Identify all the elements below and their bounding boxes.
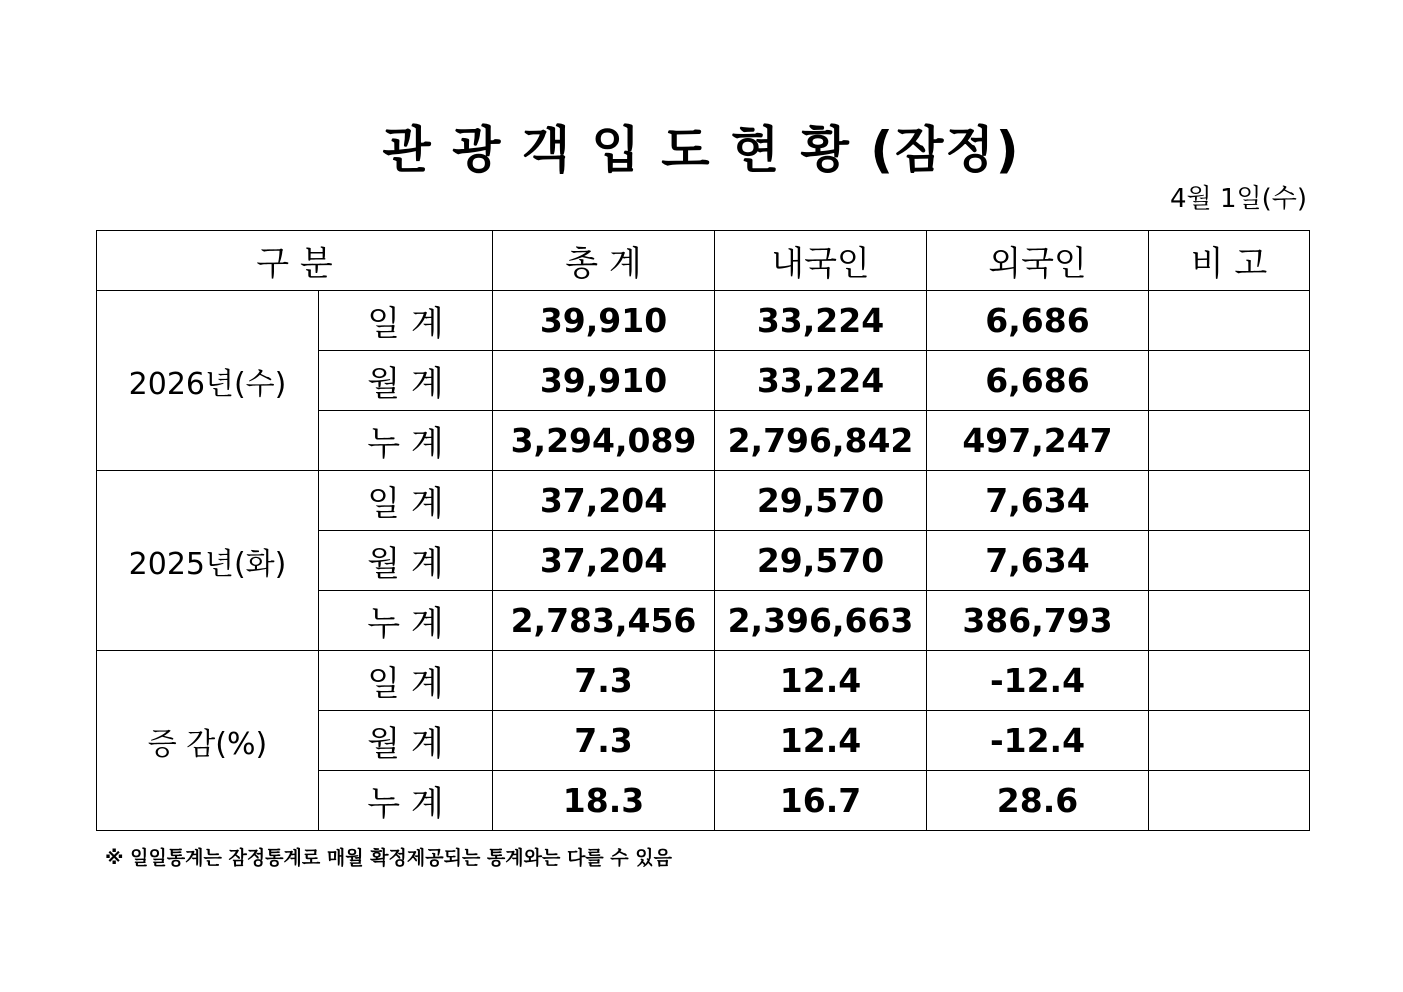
cell-domestic: 2,796,842 [715, 411, 927, 471]
cell-total: 37,204 [493, 471, 715, 531]
cell-remarks [1149, 351, 1310, 411]
cell-total: 39,910 [493, 351, 715, 411]
cell-foreign: 7,634 [927, 471, 1149, 531]
header-domestic: 내국인 [715, 231, 927, 291]
cell-remarks [1149, 291, 1310, 351]
row-label: 일 계 [319, 471, 493, 531]
row-label: 누 계 [319, 411, 493, 471]
row-label: 월 계 [319, 351, 493, 411]
row-label: 월 계 [319, 711, 493, 771]
cell-foreign: 28.6 [927, 771, 1149, 831]
cell-foreign: 6,686 [927, 291, 1149, 351]
group-label: 2025년(화) [97, 471, 319, 651]
group-label: 2026년(수) [97, 291, 319, 471]
cell-foreign: -12.4 [927, 711, 1149, 771]
row-label: 누 계 [319, 591, 493, 651]
header-remarks: 비 고 [1149, 231, 1310, 291]
table-row [97, 291, 1310, 351]
cell-total: 7.3 [493, 711, 715, 771]
cell-foreign: 6,686 [927, 351, 1149, 411]
cell-domestic: 12.4 [715, 651, 927, 711]
cell-domestic: 2,396,663 [715, 591, 927, 651]
page-title: 관 광 객 입 도 현 황 (잠정) [382, 121, 1021, 179]
cell-foreign: 497,247 [927, 411, 1149, 471]
row-label: 월 계 [319, 531, 493, 591]
cell-remarks [1149, 711, 1310, 771]
row-label: 일 계 [319, 291, 493, 351]
header-category: 구 분 [97, 231, 493, 291]
footnote: ※ 일일통계는 잠정통계로 매월 확정제공되는 통계와는 다를 수 있음 [105, 847, 672, 869]
cell-remarks [1149, 591, 1310, 651]
header-foreign: 외국인 [927, 231, 1149, 291]
cell-remarks [1149, 531, 1310, 591]
cell-total: 39,910 [493, 291, 715, 351]
cell-remarks [1149, 651, 1310, 711]
cell-foreign: 386,793 [927, 591, 1149, 651]
cell-total: 18.3 [493, 771, 715, 831]
row-label: 누 계 [319, 771, 493, 831]
cell-remarks [1149, 411, 1310, 471]
cell-domestic: 16.7 [715, 771, 927, 831]
table-header-row [97, 231, 1310, 291]
cell-domestic: 33,224 [715, 351, 927, 411]
cell-total: 2,783,456 [493, 591, 715, 651]
table-row [97, 651, 1310, 711]
report-date: 4월 1일(수) [1170, 184, 1307, 214]
cell-domestic: 33,224 [715, 291, 927, 351]
cell-domestic: 29,570 [715, 531, 927, 591]
row-label: 일 계 [319, 651, 493, 711]
header-total: 총 계 [493, 231, 715, 291]
cell-domestic: 29,570 [715, 471, 927, 531]
cell-remarks [1149, 771, 1310, 831]
cell-total: 7.3 [493, 651, 715, 711]
cell-total: 3,294,089 [493, 411, 715, 471]
cell-domestic: 12.4 [715, 711, 927, 771]
visitor-stats-table [96, 230, 1310, 831]
group-label: 증 감(%) [97, 651, 319, 831]
cell-total: 37,204 [493, 531, 715, 591]
table-row [97, 471, 1310, 531]
cell-foreign: 7,634 [927, 531, 1149, 591]
cell-foreign: -12.4 [927, 651, 1149, 711]
cell-remarks [1149, 471, 1310, 531]
